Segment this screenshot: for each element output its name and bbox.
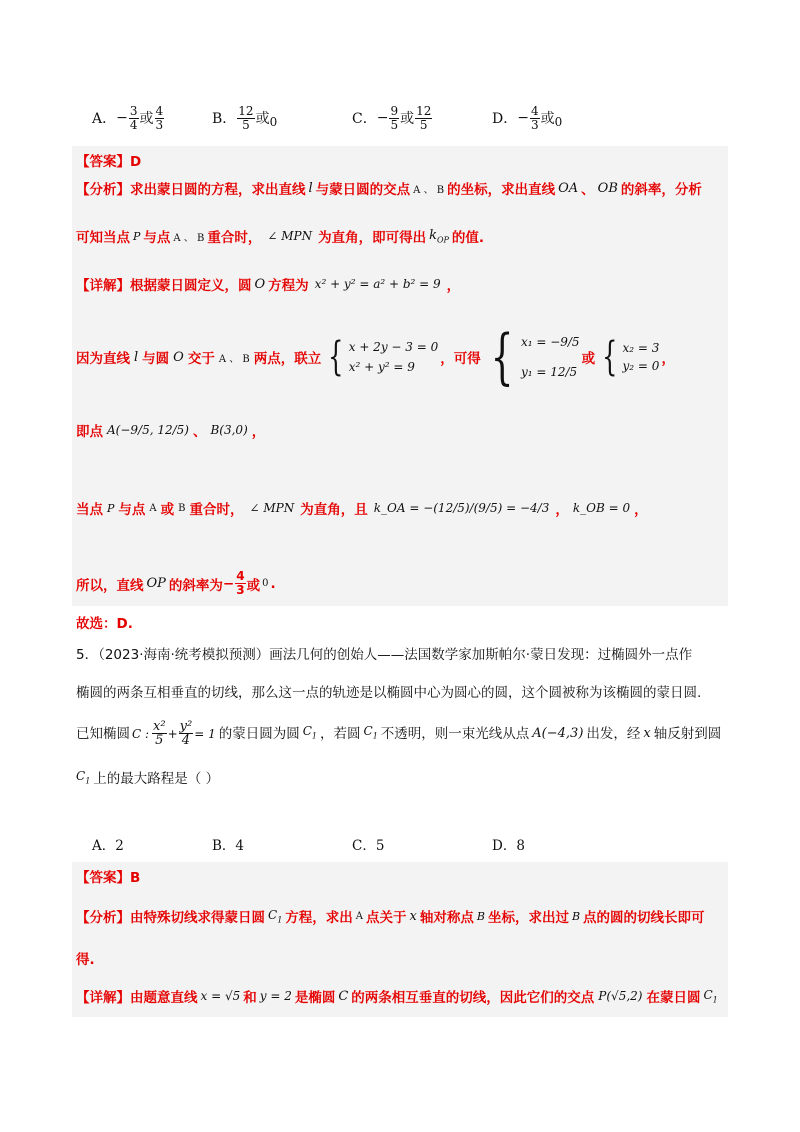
q5-analysis-line-1: 【分析】由特殊切线求得蒙日圆 $C_1$ 方程，求出 A 点关于 x 轴对称点 B 坐标，求出过 B 点的圆的切线长即可 (76, 907, 705, 926)
q5-line-1: 5．（2023·海南·统考模拟预测）画法几何的创始人——法国数学家加斯帕尔·蒙日发现：过椭圆外一点作 (76, 647, 693, 663)
solution-1: { x₁ = −9/5 y₁ = 12/5 (490, 322, 580, 392)
q5-options (92, 834, 742, 856)
q5-line-2: 椭圆的两条互相垂直的切线，那么这一点的轨迹是以椭圆中心为圆心的圆，这个圆被称为该椭圆的蒙日圆. (76, 685, 702, 701)
q5-line-3: 已知椭圆 C : $\frac{\text{x²}}{5}$ + $\frac{\text{y²}}{4}$ = 1 的蒙日圆为圆 $C_1$ ，若圆 $C_1$ 不透明，则一束光线从点 A(−4,3) 出发，经 x 轴反射到圆 (76, 719, 722, 749)
q4-analysis-line-2: 可知当点 P 与点 A 、 B 重合时， ∠ MPN 为直角，即可得出 $k_{OP}$ 的值. (76, 227, 485, 246)
q4-detail-line-3: 即点 A(−9/5, 12/5) 、 B(3,0) ， (76, 423, 266, 440)
q4-detail-line-1: 【详解】根据蒙日圆定义，圆 O 方程为 x² + y² = a² + b² = 9 ， (76, 276, 461, 294)
q4-analysis-line-1: 【分析】求出蒙日圆的方程，求出直线 l 与蒙日圆的交点 A 、 B 的坐标，求出直线 OA 、 OB 的斜率，分析 (76, 180, 702, 198)
q4-option-b: B． $\frac{12}{5}$ 或 0 (212, 103, 278, 132)
q5-option-c: C．5 (352, 838, 385, 854)
q5-question (76, 642, 736, 795)
q4-choose: 故选：D. (76, 616, 133, 632)
q4-options (92, 103, 742, 133)
q5-option-a: A．2 (92, 838, 124, 854)
q4-answer: 【答案】D (76, 154, 142, 170)
q5-detail-line-1: 【详解】由题意直线 x = √5 和 y = 2 是椭圆 C 的两条相互垂直的切线，因此它们的交点 P(√5,2) 在蒙日圆 $C_1$ (76, 987, 718, 1006)
q4-detail-line-5: 所以，直线 OP 的斜率为 − $\frac{4}{3}$ 或 0 . (76, 569, 276, 597)
q4-detail-line-2: 因为直线 l 与圆 O 交于 A 、 B 两点，联立 { x + 2y − 3 = 0 x² + y² = 9 ，可得 { x₁ = −9/5 y₁ = 12/5 或 { x₂ = 3 y₂ = 0 ， (76, 322, 675, 392)
q5-line-4: $C_1$ 上的最大路程是（ ） (76, 769, 220, 788)
system-equations: { x + 2y − 3 = 0 x² + y² = 9 (328, 334, 439, 380)
q4-option-a: A． − $\frac{3}{4}$ 或 $\frac{4}{3}$ (92, 103, 164, 132)
q5-answer: 【答案】B (76, 870, 141, 886)
q5-option-b: B．4 (212, 838, 245, 854)
q4-option-d: D． − $\frac{4}{3}$ 或 0 (492, 103, 563, 132)
q5-option-d: D．8 (492, 838, 525, 854)
q4-option-c: C． − $\frac{9}{5}$ 或 $\frac{12}{5}$ (352, 103, 432, 132)
q5-analysis-line-2: 得. (76, 952, 95, 968)
solution-2: { x₂ = 3 y₂ = 0 (602, 334, 660, 380)
q4-detail-line-4: 当点 P 与点 A 或 B 重合时， ∠ MPN 为直角，且 k_OA = −(12/5)/(9/5) = −4/3 ， k_OB = 0 ， (76, 501, 648, 518)
